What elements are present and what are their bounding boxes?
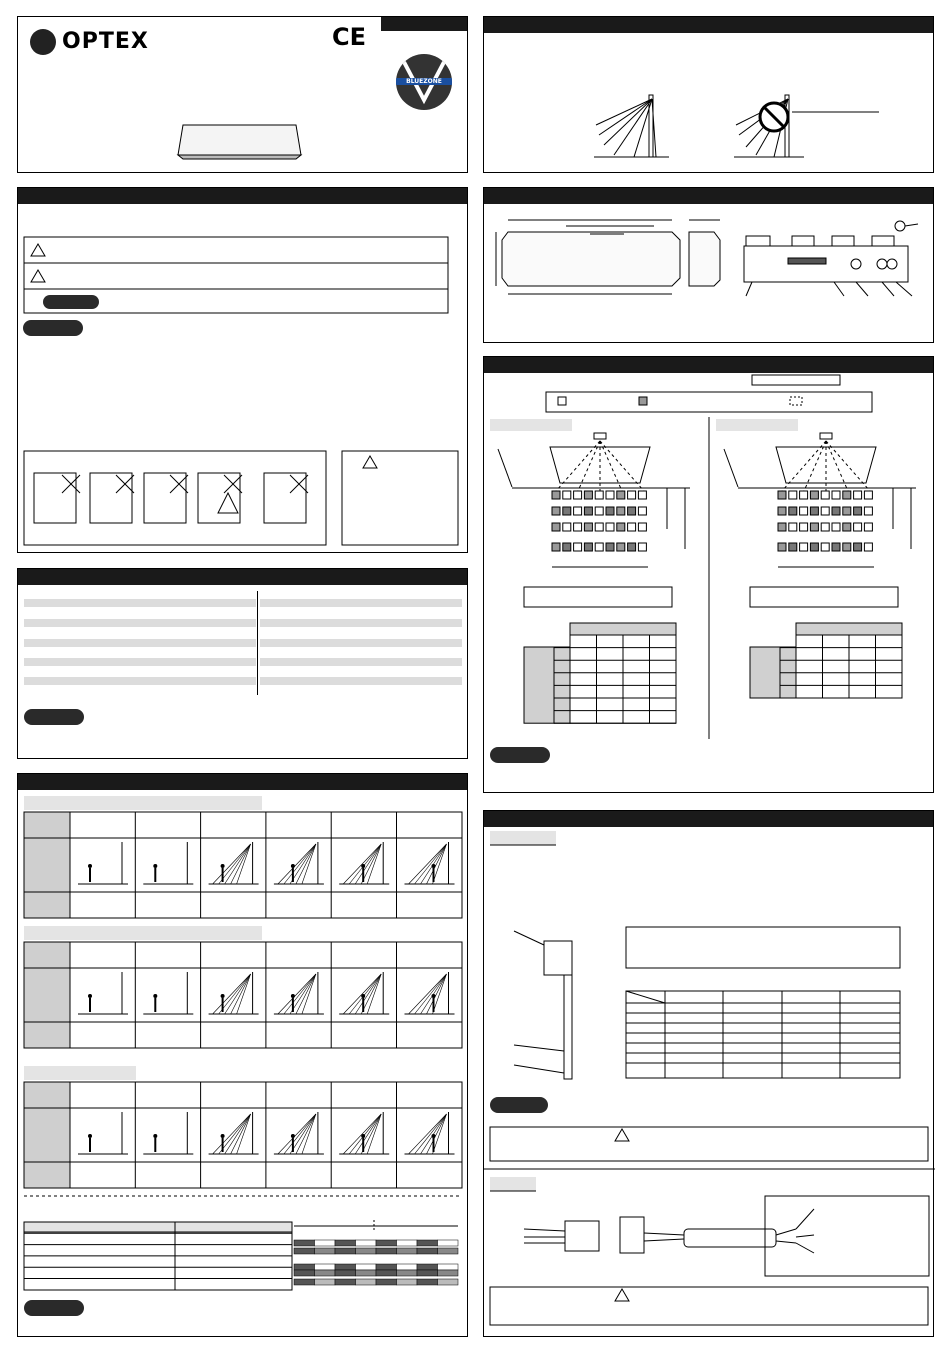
section-area: [483, 356, 934, 793]
section-mounting: [483, 16, 934, 173]
note-pill-2: [490, 747, 550, 763]
section-wiring: [483, 810, 934, 1337]
ce-mark-icon: CE: [332, 23, 367, 51]
section-warnings: [17, 187, 468, 553]
product-image: [18, 17, 469, 174]
note-pill: [24, 709, 84, 725]
section-detection: [17, 773, 468, 1337]
section-dimensions: [483, 187, 934, 343]
prohibited-icon: [760, 103, 788, 131]
section-specs: [17, 568, 468, 759]
title-panel: [17, 16, 468, 173]
brand-logo: OPTEX: [62, 29, 149, 54]
warning-triangle-icon: [615, 1129, 629, 1141]
warning-triangle-icon-2: [615, 1289, 629, 1301]
bluezone-badge-label: BLUEZONE: [396, 78, 452, 85]
